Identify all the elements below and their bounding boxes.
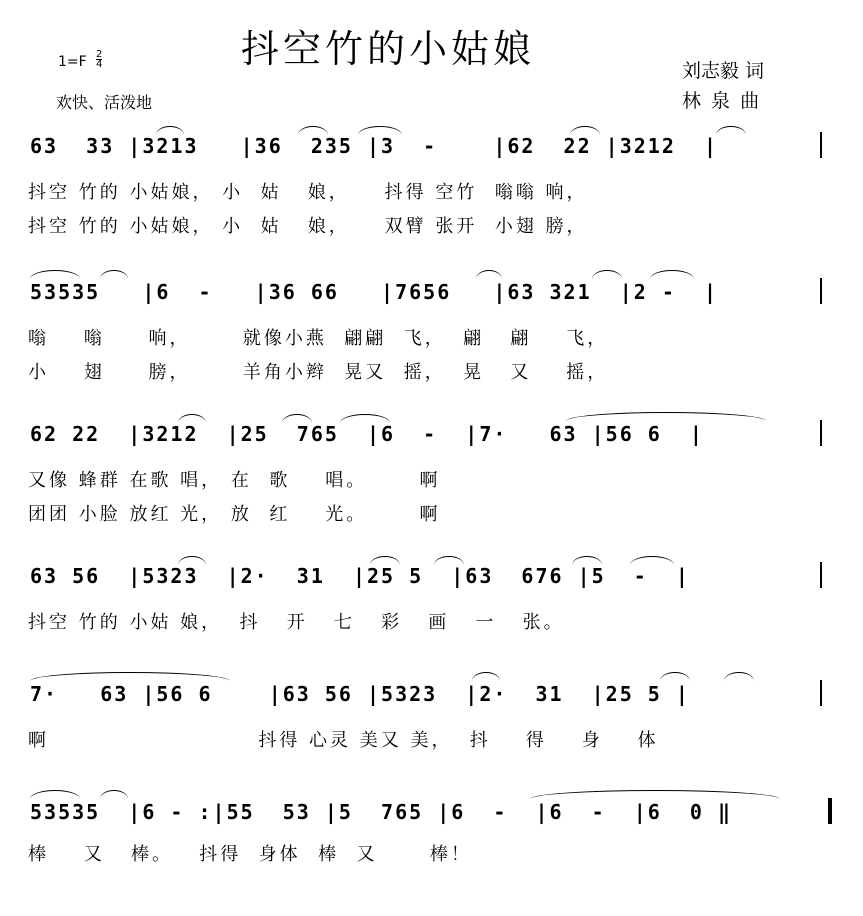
lyric-verse-1: 抖空 竹的 小姑娘， 小 姑 娘， 抖得 空竹 嗡嗡 响，: [28, 182, 588, 203]
slur-mark: [100, 270, 128, 279]
system-end-barline: [820, 562, 822, 588]
score-line-5: [0, 678, 863, 798]
notation-line: 62 22 |3212 |25 765 |6 - |7· 63 |56 6 |: [30, 422, 704, 446]
slur-mark: [566, 412, 766, 421]
lyric-verse-2: 抖空 竹的 小姑娘， 小 姑 娘， 双臂 张开 小翅 膀，: [28, 216, 588, 237]
slur-mark: [572, 556, 602, 565]
slur-mark: [156, 126, 184, 135]
notation-line: 53535 |6 - :|55 53 |5 765 |6 - |6 - |6 0 ‖: [30, 800, 733, 824]
system-end-barline: [820, 420, 822, 446]
composer-credit: 林 泉 曲: [682, 90, 762, 112]
notation-line: 53535 |6 - |36 66 |7656 |63 321 |2 - |: [30, 280, 719, 304]
tempo-marking: 欢快、活泼地: [56, 93, 153, 112]
slur-mark: [370, 556, 400, 565]
key-signature: 1=F: [58, 54, 87, 70]
slur-mark: [570, 126, 600, 135]
slur-mark: [178, 414, 206, 423]
slur-mark: [476, 270, 502, 279]
slur-mark: [434, 556, 464, 565]
slur-mark: [716, 126, 746, 135]
notation-line: 7· 63 |56 6 |63 56 |5323 |2· 31 |25 5 |: [30, 682, 690, 706]
slur-mark: [30, 270, 80, 279]
slur-mark: [282, 414, 312, 423]
system-end-barline: [820, 132, 822, 158]
score-line-4: [0, 560, 863, 680]
time-signature-bottom: 4: [96, 59, 103, 70]
score-line-2: [0, 276, 863, 396]
lyric-verse-1: 啊 抖得 心灵 美又 美， 抖 得 身 体: [28, 730, 659, 751]
final-barline: [828, 798, 832, 824]
slur-mark: [358, 126, 402, 135]
system-end-barline: [820, 680, 822, 706]
slur-mark: [340, 414, 390, 423]
system-end-barline: [820, 278, 822, 304]
score-line-3: [0, 418, 863, 538]
slur-mark: [650, 270, 694, 279]
lyricist-credit: 刘志毅 词: [682, 60, 765, 82]
slur-mark: [630, 556, 674, 565]
lyric-verse-2: 团团 小脸 放红 光， 放 红 光。 啊: [28, 504, 441, 525]
time-signature: [96, 50, 102, 69]
slur-mark: [178, 556, 206, 565]
slur-mark: [592, 270, 622, 279]
lyric-verse-1: 抖空 竹的 小姑 娘， 抖 开 七 彩 画 一 张。: [28, 612, 565, 633]
time-signature-top: 2: [96, 49, 103, 60]
notation-line: 63 56 |5323 |2· 31 |25 5 |63 676 |5 - |: [30, 564, 690, 588]
lyric-verse-1: 又像 蜂群 在歌 唱， 在 歌 唱。 啊: [28, 470, 441, 491]
score-line-1: [0, 130, 863, 250]
lyric-verse-1: 棒 又 棒。 抖得 身体 棒 又 棒！: [28, 844, 472, 865]
notation-line: 63 33 |3213 |36 235 |3 - |62 22 |3212 |: [30, 134, 719, 158]
lyric-verse-2: 小 翅 膀， 羊角小辫 晃又 摇， 晃 又 摇，: [28, 362, 609, 383]
song-title: 抖空竹的小姑娘: [241, 27, 536, 71]
slur-mark: [298, 126, 328, 135]
score-line-6: [0, 796, 863, 916]
lyric-verse-1: 嗡 嗡 响， 就像小燕 翩翩 飞， 翩 翩 飞，: [28, 328, 609, 349]
